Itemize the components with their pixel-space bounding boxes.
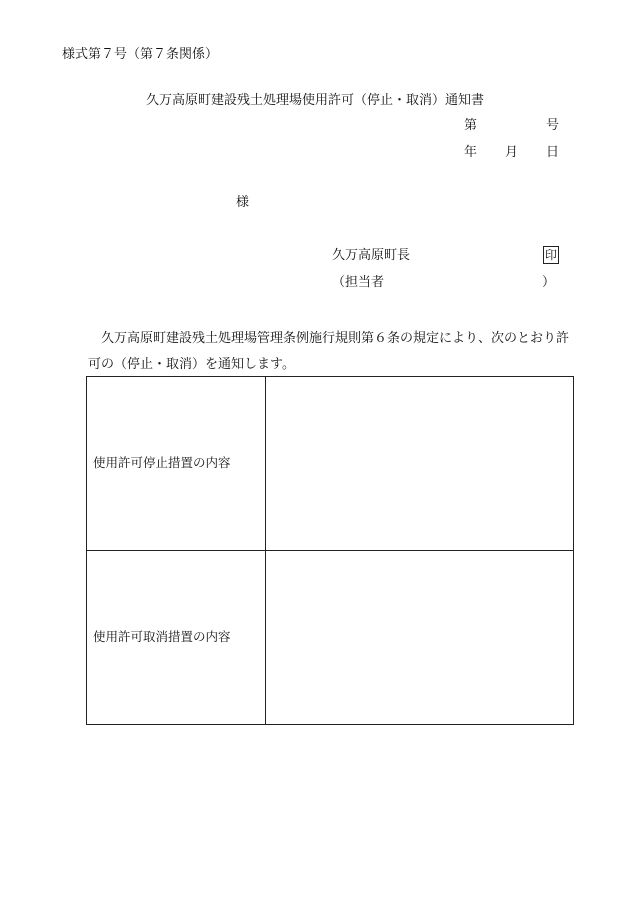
issuer-title: 久万高原町長 (332, 248, 411, 263)
table-row (87, 551, 574, 725)
addressee-honorific: 様 (236, 195, 250, 210)
document-title: 久万高原町建設残土処理場使用許可（停止・取消）通知書 (146, 93, 485, 108)
form-number: 様式第７号（第７条関係） (62, 47, 219, 62)
table-row (87, 377, 574, 551)
number-suffix: 号 (546, 118, 560, 133)
suspension-content-label: 使用許可停止措置の内容 (87, 377, 266, 551)
month-label: 月 (505, 145, 519, 160)
contact-person-label: （担当者 (332, 275, 385, 290)
year-label: 年 (464, 145, 478, 160)
seal-mark: 印 (544, 248, 557, 262)
day-label: 日 (546, 145, 560, 160)
notice-body-text: 久万高原町建設残土処理場管理条例施行規則第６条の規定により、次のとおり許可の（停止・取消）を通知します。 (88, 331, 570, 372)
number-prefix: 第 (464, 118, 478, 133)
revocation-content-label: 使用許可取消措置の内容 (87, 551, 266, 725)
notice-content-table (86, 376, 574, 725)
revocation-content-field[interactable] (266, 551, 574, 725)
suspension-content-field[interactable] (266, 377, 574, 551)
contact-person-close: ） (542, 275, 556, 290)
